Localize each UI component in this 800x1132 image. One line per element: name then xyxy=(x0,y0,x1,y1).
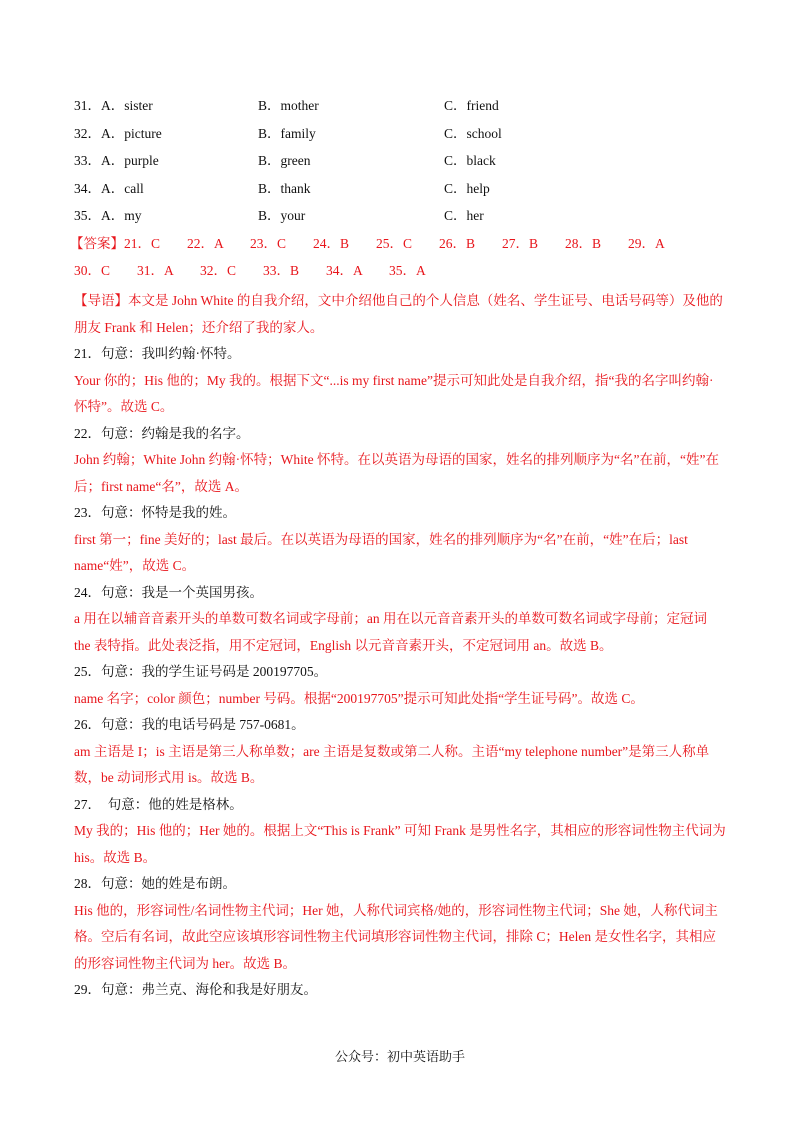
question-translation: 29．句意：弗兰克、海伦和我是好朋友。 xyxy=(74,982,317,997)
option-c: C．black xyxy=(444,153,496,168)
explanation-paragraph: John 约翰；White John 约翰·怀特；White 怀特。在以英语为母语的国家，姓名的排列顺序为“名”在前，“姓”在后；first name“名”，故选 A。 xyxy=(74,452,719,494)
question-options-35 xyxy=(74,205,734,227)
option-a: 33．A．purple xyxy=(74,153,159,168)
explanation-section xyxy=(74,288,726,1004)
question-translation: 27． 句意：他的姓是格林。 xyxy=(74,796,243,812)
option-b: B．family xyxy=(258,126,316,141)
option-c: C．friend xyxy=(444,98,499,113)
option-a: 34．A．call xyxy=(74,181,144,196)
question-translation: 28．句意：她的姓是布朗。 xyxy=(74,876,236,891)
answer-key-line-2: 30．C 31．A 32．C 33．B 34．A 35．A xyxy=(74,263,426,278)
explanation-paragraph: name 名字；color 颜色；number 号码。根据“200197705”提示可知此处指“学生证号码”。故选 C。 xyxy=(74,690,644,706)
explanation-paragraph: My 我的；His 他的；Her 她的。根据上文“This is Frank” 可知 Frank 是男性名字，其相应的形容词性物主代词为 his。故选 B。 xyxy=(74,823,726,865)
question-translation: 24．句意：我是一个英国男孩。 xyxy=(74,584,263,600)
option-a: 31．A．sister xyxy=(74,98,153,113)
explanation-paragraph: a 用在以辅音音素开头的单数可数名词或字母前；an 用在以元音音素开头的单数可数名词或字母前；定冠词 the 表特指。此处表泛指，用不定冠词，English 以元音音素开头，不定冠词用 an。故选 B。 xyxy=(74,611,707,653)
question-translation: 25．句意：我的学生证号码是 200197705。 xyxy=(74,664,328,679)
option-b: B．thank xyxy=(258,181,311,196)
option-c: C．help xyxy=(444,181,490,196)
option-b: B．green xyxy=(258,153,311,168)
question-translation: 21．句意：我叫约翰·怀特。 xyxy=(74,346,241,361)
option-b: B．mother xyxy=(258,98,319,113)
explanation-paragraph: first 第一；fine 美好的；last 最后。在以英语为母语的国家，姓名的排列顺序为“名”在前，“姓”在后；last name“姓”，故选 C。 xyxy=(74,531,688,573)
option-a: 32．A．picture xyxy=(74,126,162,141)
explanation-paragraph: 【导语】本文是 John White 的自我介绍，文中介绍他自己的个人信息（姓名、学生证号、电话号码等）及他的朋友 Frank 和 Helen；还介绍了我的家人。 xyxy=(74,293,723,335)
explanation-paragraph: am 主语是 I；is 主语是第三人称单数；are 主语是复数或第二人称。主语“my telephone number”是第三人称单数，be 动词形式用 is。故选 B。 xyxy=(74,743,710,785)
question-options-31 xyxy=(74,95,734,117)
question-translation: 22．句意：约翰是我的名字。 xyxy=(74,425,250,441)
option-c: C．her xyxy=(444,208,484,223)
option-c: C．school xyxy=(444,126,502,141)
option-b: B．your xyxy=(258,208,306,223)
option-a: 35．A．my xyxy=(74,208,142,223)
explanation-paragraph: His 他的，形容词性/名词性物主代词；Her 她，人称代词宾格/她的，形容词性物主代词；She 她，人称代词主格。空后有名词，故此空应该填形容词性物主代词填形容词性物主代词，排除 C；Helen 是女性名字，其相应的形容词性物主代词为 her。故选 B。 xyxy=(74,902,718,971)
question-options-33 xyxy=(74,150,734,172)
question-translation: 26．句意：我的电话号码是 757-0681。 xyxy=(74,717,305,732)
answer-key-line-1: 【答案】21．C 22．A 23．C 24．B 25．C 26．B 27．B 28．B 29．A xyxy=(70,236,665,251)
page-footer: 公众号：初中英语助手 xyxy=(334,1049,465,1064)
question-options-34 xyxy=(74,178,734,200)
question-options-32 xyxy=(74,123,734,145)
question-translation: 23．句意：怀特是我的姓。 xyxy=(74,505,236,520)
explanation-paragraph: Your 你的；His 他的；My 我的。根据下文“...is my first name”提示可知此处是自我介绍，指“我的名字叫约翰·怀特”。故选 C。 xyxy=(74,372,714,414)
